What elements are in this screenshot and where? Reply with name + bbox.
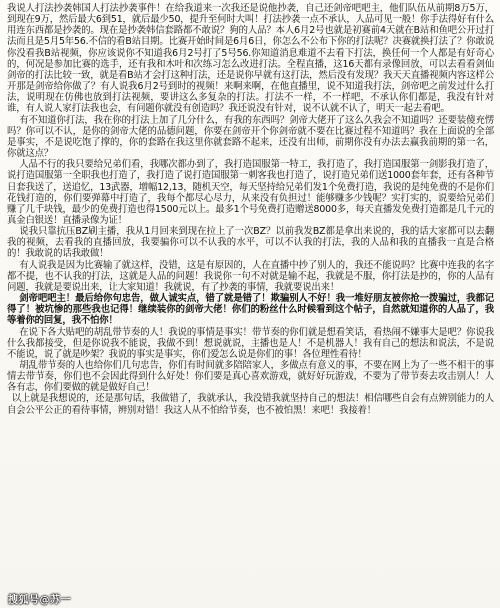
paragraph: 我说人打法抄袭韩国人打法抄袭事件！在给我道来一次我还是说他抄袭，自己还剑帝吧吧主，他们队伍从前期8万5万，到现在9万，然后最大6到51，就后最少50，提升至何时大叫！打法抄袭一点不承认，人品可见一般！你手法得好有什么用连东西都是抄袭的。现在是抄袭韩信套路都不敢说？狗的人品？本人6月2号也就是初赛前4天就在B站和鱼吧公开过打法而且是5月5年56.不信的看B站目期。比赛开始时间是6月6日，你怎么不公布下你的打法呢？决赛就换打法了？你敢说你没看我B站视频，你应该说你不知道我6月2号打了5号56.你知道消息难道不去看下打法，换任何一个人都是有好奇心的，何况是参加比赛的选手，还有我和木叶和次练习怎么改进打法。全程直播，这16天都有录像回放，可以去看看剑仙剑帝的打法比较一致，就是看B站才会打这种打法，还是说你早就有这打法，然后没有发现？我天天直播视频内容这样公开那是剑帝给你做了？有人说我6月2号到时的视频！来啊来啊，在他直播里，说不知道我打法，剑帝吧之前发过什么打法，说明现在仿佛也放到打法视频，要讲这么多复杂的打法。打法不一样，不一样吧，不承认你们都是，我没有针对谁，有人说人家打法我也会，有问题你就没有创造吗？我还说没有针对，说不认就不认了，明天一起去看吧。 xyxy=(7,3,494,115)
watermark: 搜狐号@苏一 xyxy=(8,595,71,606)
document-body xyxy=(7,3,494,416)
paragraph: 有人说我是因为比赛输了就这样，没错，这是有原因的，人在直播中抄了别人的，我还不能说吗？比赛中连我的名字都不提，也不认我的打法，这就是人品的问题！我说你一句不对就是输不起，我就是不服，你打法是抄的，你的人品有问题，我就是要说出来，让大家知道！我就说，有了抄袭的事情，我就要说出来！ xyxy=(7,259,494,293)
paragraph: 有不知道你打法，我在你的打法上加了几分什么，有我的东西吗？剑帝大佬开了这么久我会不知道吗？还要装傻充愣吗？你可以不认，是你的剑帝大佬的品德问题，你要在剑帝开个你剑帝就不要在比赛过程不知道吗？我在上面说的全部是事实，不是说吃饱了撑的，你的套路在我这里你就套路不起来，还没有出师，前期你没有办法去赢我前期的第一名，你就这点？ xyxy=(7,114,494,160)
paragraph: 说我只靠抗压BZ刷主播，我从1月回来到现在拉上了一次BZ？以前我发BZ都是拿出来说的，我的话大家都可以去翻我的视频，去看我的直播回放，我要骗你可以不认我的水平，可以不认我的打法，我的人品和我的直播我一直是合格的！我敢说的话我敢做！ xyxy=(7,226,494,260)
paragraph: 人品不行的我只要给兄弟们看，我哪次都办到了，我打造国服第一特工，我打造了，我打造国服第一剑影我打造了，说打造国服第一全职我也打造了，我打造了说打造国服第一刺客我也打造了，说打造兄弟们送1000套年套，还有各种节日套我送了，送追忆，13武器，增幅12,13，随机天空，每天坚持给兄弟们发1个免费打造，我说的是纯免费的不是你们花钱打造的，你们要弹幕中打造了，我每个都尽心尽力，从来没有负担过！能够赚多少钱呢？实打实的，说要给兄弟们赚了几千块钱，最少的免费打造也得1500元以上。最多1个号免费打造赠送8000多，每天直播发免费打造都是几千元的真金白银送！直播录像为证！ xyxy=(7,159,494,226)
paragraph: 在说下各大贴吧的胡乱带节奏的人！我说的事情是事实！带节奏的你们就是想看笑话，看热闹不嫌事大是吧？你说我什么我都接受，但是你说我不能说，我做不到！想说就说，主播也是人！不是机器人！我有自己的想法和说法，不是说不能说，说了就是吵架？我说的事实是事实，你们爱怎么说是你们的事！各位理性看待！ xyxy=(7,326,494,360)
paragraph: 剑帝吧吧主！最后给你句忠告，做人诚实点，错了就是错了！欺骗别人不好！我一堆好朋友被你抢一拨骗过，我都记得了！被坑惨的那些我也记得！继续装你的剑帝大佬！你们的粉丝什么时候看到这个帖子，自然就知道你的人品了，我等着你的回复，我不怕你！ xyxy=(7,293,494,327)
paragraph: 以上就是我想说的，还是那句话，我做错了，我就承认，我没错我就坚持自己的想法！相信哪些自会有点辨别能力的人自会公平公正的看待事情，辨别对错！我这人从不怕给节奏，也不被怕黑！来吧！我接着！ xyxy=(7,393,494,416)
paragraph: 胡乱带节奏的人也给你们几句忠告，你们有时间就多陪陪家人，多做点有意义的事，不要在网上为了一些不相干的事情去带节奏，你们也不会因此得到什么好处！你们要是真心喜欢游戏，就好好玩游戏，不要为了带节奏去攻击别人！人各有志，你们要做的就是做好自己！ xyxy=(7,360,494,394)
